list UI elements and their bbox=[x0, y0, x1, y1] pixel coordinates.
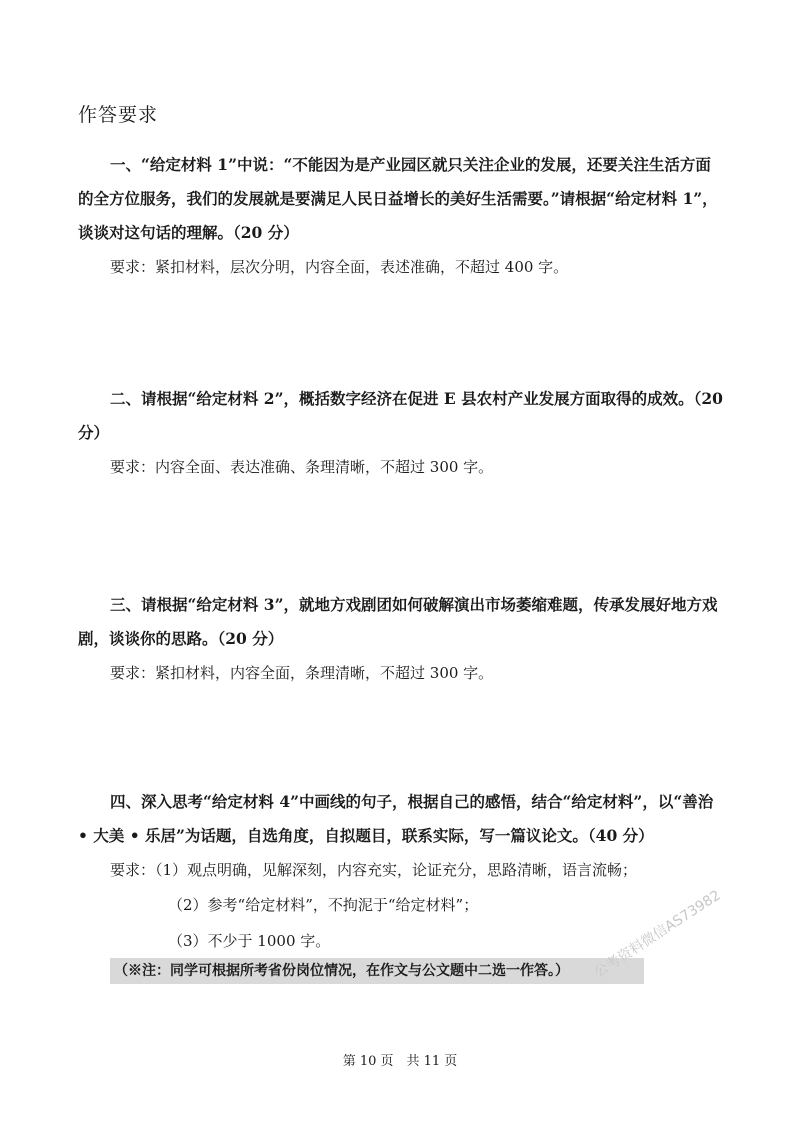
question-1-requirement: 要求：紧扣材料，层次分明，内容全面，表述准确，不超过 400 字。 bbox=[110, 258, 569, 276]
question-4-requirement: 要求：（1）观点明确，见解深刻，内容充实，论证充分，思路清晰，语言流畅； bbox=[110, 861, 638, 879]
question-4 bbox=[78, 785, 724, 959]
question-4-text: 四、深入思考“给定材料 4”中画线的句子，根据自己的感悟，结合“给定材料”，以“善治 • 大美 • 乐居”为话题，自选角度，自拟题目，联系实际，写一篇议论文。（40 分） bbox=[78, 792, 714, 845]
question-1-text: 一、“给定材料 1”中说：“不能因为是产业园区就只关注企业的发展，还要关注生活方面的全方位服务，我们的发展就是要满足人民日益增长的美好生活需要。”请根据“给定材料 1”，谈谈对这句话的理解。（20 分） bbox=[78, 155, 718, 242]
question-1 bbox=[78, 148, 724, 284]
page-title: 作答要求 bbox=[78, 104, 159, 126]
watermark: 公考资料微信AS73982 bbox=[591, 887, 724, 981]
question-4-sub-requirement: （3）不少于 1000 字。 bbox=[168, 932, 331, 950]
question-3 bbox=[78, 588, 724, 690]
question-2-text: 二、请根据“给定材料 2”，概括数字经济在促进 E 县农村产业发展方面取得的成效。（20 分） bbox=[78, 389, 723, 442]
question-2 bbox=[78, 382, 724, 484]
question-3-requirement: 要求：紧扣材料，内容全面，条理清晰，不超过 300 字。 bbox=[110, 664, 494, 682]
page-number: 第 10 页 共 11 页 bbox=[342, 1054, 458, 1069]
question-2-requirement: 要求：内容全面、表达准确、条理清晰，不超过 300 字。 bbox=[110, 458, 494, 476]
question-3-text: 三、请根据“给定材料 3”，就地方戏剧团如何破解演出市场萎缩难题，传承发展好地方戏剧，谈谈你的思路。（20 分） bbox=[78, 595, 718, 648]
note-banner: （※注：同学可根据所考省份岗位情况，在作文与公文题中二选一作答。） bbox=[110, 958, 644, 984]
question-4-sub-requirement: （2）参考“给定材料”，不拘泥于“给定材料”； bbox=[168, 896, 479, 914]
